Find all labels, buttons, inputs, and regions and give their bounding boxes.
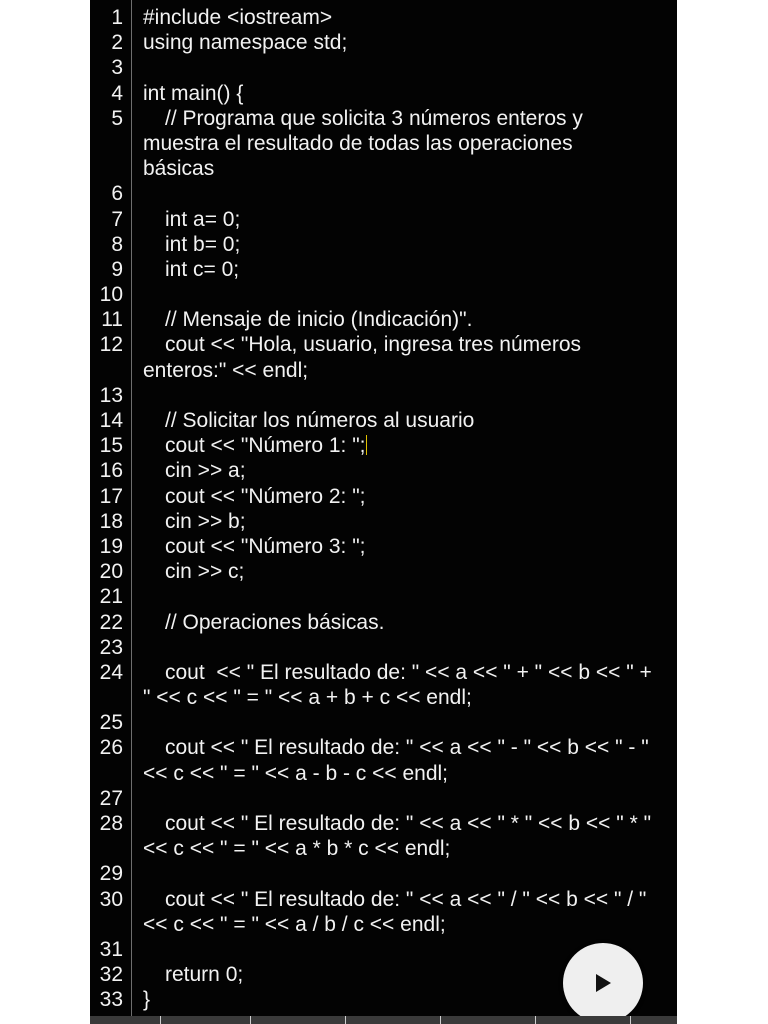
- code-line[interactable]: [90, 811, 677, 836]
- line-number: 9: [111, 257, 123, 281]
- ruler-tick: [440, 1016, 441, 1024]
- code-line[interactable]: [90, 433, 677, 458]
- code-line[interactable]: [90, 458, 677, 483]
- code-text[interactable]: cout << "Número 1: ";: [165, 434, 366, 458]
- code-line[interactable]: [90, 282, 677, 307]
- code-line[interactable]: [90, 584, 677, 609]
- line-number: 15: [99, 434, 123, 458]
- code-text[interactable]: enteros:" << endl;: [143, 358, 309, 382]
- code-text[interactable]: using namespace std;: [143, 31, 348, 55]
- line-number: 23: [99, 635, 123, 659]
- code-line[interactable]: [90, 786, 677, 811]
- code-text[interactable]: return 0;: [165, 963, 244, 987]
- code-text[interactable]: int a= 0;: [165, 207, 241, 231]
- code-text[interactable]: cout << " El resultado de: " << a << " + " << b << " +: [165, 660, 652, 684]
- code-text[interactable]: // Programa que solicita 3 números enteros y: [165, 106, 583, 130]
- code-text[interactable]: cout << " El resultado de: " << a << " / " << b << " / ": [165, 887, 647, 911]
- code-text[interactable]: cin >> a;: [165, 459, 246, 483]
- code-text[interactable]: cout << "Número 3: ";: [165, 534, 366, 558]
- code-line[interactable]: [90, 332, 677, 357]
- line-number: 21: [99, 585, 123, 609]
- line-number: 24: [99, 660, 123, 684]
- line-number: 19: [99, 534, 123, 558]
- code-text[interactable]: muestra el resultado de todas las operaciones: [143, 131, 573, 155]
- code-text[interactable]: int main() {: [143, 81, 244, 105]
- code-text[interactable]: int b= 0;: [165, 232, 241, 256]
- code-line[interactable]: [90, 710, 677, 735]
- code-text[interactable]: << c << " = " << a * b * c << endl;: [143, 837, 451, 861]
- code-line[interactable]: [90, 307, 677, 332]
- code-text[interactable]: // Solicitar los números al usuario: [165, 409, 475, 432]
- code-text[interactable]: cin >> b;: [165, 509, 246, 533]
- code-line[interactable]: [90, 5, 677, 30]
- code-text[interactable]: cout << " El resultado de: " << a << " * " << b << " * ": [165, 812, 652, 835]
- line-number: 30: [99, 887, 123, 911]
- code-text[interactable]: }: [143, 988, 151, 1012]
- line-number: 14: [99, 409, 123, 432]
- code-editor[interactable]: [90, 0, 677, 1024]
- code-line[interactable]: [90, 55, 677, 80]
- line-number: 11: [101, 308, 123, 332]
- code-line[interactable]: [90, 509, 677, 534]
- line-number: 13: [99, 383, 123, 407]
- ruler-tick: [160, 1016, 161, 1024]
- line-number: 5: [111, 106, 123, 130]
- line-number: 22: [99, 610, 123, 634]
- code-line[interactable]: [90, 181, 677, 206]
- code-line[interactable]: [90, 912, 677, 937]
- code-text[interactable]: cin >> c;: [165, 560, 245, 584]
- code-line[interactable]: [90, 358, 677, 383]
- line-number: 17: [99, 484, 123, 508]
- line-number: 28: [99, 812, 123, 835]
- code-text[interactable]: << c << " = " << a - b - c << endl;: [143, 761, 449, 785]
- line-number: 32: [99, 963, 123, 987]
- ruler-tick: [345, 1016, 346, 1024]
- ruler-tick: [250, 1016, 251, 1024]
- code-text[interactable]: int c= 0;: [165, 257, 240, 281]
- code-line[interactable]: [90, 106, 677, 131]
- line-number: 6: [111, 182, 123, 206]
- code-line[interactable]: [90, 534, 677, 559]
- text-cursor: [366, 435, 368, 455]
- line-number: 12: [99, 333, 123, 357]
- code-line[interactable]: [90, 257, 677, 282]
- code-line[interactable]: [90, 408, 677, 433]
- code-line[interactable]: [90, 610, 677, 635]
- line-number: 25: [99, 711, 123, 735]
- code-line[interactable]: [90, 861, 677, 886]
- code-lines[interactable]: [90, 5, 677, 1013]
- code-line[interactable]: [90, 232, 677, 257]
- code-text[interactable]: // Operaciones básicas.: [165, 610, 385, 634]
- line-number: 1: [111, 6, 123, 29]
- code-line[interactable]: [90, 81, 677, 106]
- line-number: 7: [111, 207, 123, 231]
- code-text[interactable]: cout << "Número 2: ";: [165, 484, 366, 508]
- code-line[interactable]: [90, 383, 677, 408]
- line-number: 2: [111, 31, 123, 55]
- code-line[interactable]: [90, 685, 677, 710]
- line-number: 33: [99, 988, 123, 1012]
- line-number: 27: [99, 786, 123, 810]
- code-text[interactable]: // Mensaje de inicio (Indicación)".: [165, 308, 473, 332]
- code-line[interactable]: [90, 484, 677, 509]
- code-text[interactable]: básicas: [143, 157, 215, 181]
- line-number: 3: [111, 56, 123, 80]
- code-line[interactable]: [90, 559, 677, 584]
- code-text[interactable]: << c << " = " << a / b / c << endl;: [143, 912, 446, 936]
- code-line[interactable]: [90, 207, 677, 232]
- code-text[interactable]: cout << " El resultado de: " << a << " - " << b << " - ": [165, 736, 649, 760]
- code-line[interactable]: [90, 131, 677, 156]
- run-button[interactable]: [563, 943, 643, 1023]
- code-line[interactable]: [90, 660, 677, 685]
- bottom-ruler: [90, 1016, 677, 1024]
- line-number: 29: [99, 862, 123, 886]
- line-number: 26: [99, 736, 123, 760]
- code-line[interactable]: [90, 30, 677, 55]
- line-number: 16: [99, 459, 123, 483]
- ruler-tick: [630, 1016, 631, 1024]
- code-line[interactable]: [90, 635, 677, 660]
- code-line[interactable]: [90, 735, 677, 760]
- code-line[interactable]: [90, 887, 677, 912]
- line-number: 8: [111, 232, 123, 256]
- play-icon: [596, 974, 611, 992]
- code-line[interactable]: [90, 156, 677, 181]
- line-number: 20: [99, 560, 123, 584]
- code-text[interactable]: #include <iostream>: [143, 6, 333, 29]
- line-number: 10: [99, 283, 123, 307]
- line-number: 18: [99, 509, 123, 533]
- line-number: 4: [111, 81, 123, 105]
- ruler-tick: [535, 1016, 536, 1024]
- code-text[interactable]: " << c << " = " << a + b + c << endl;: [143, 686, 472, 710]
- code-line[interactable]: [90, 761, 677, 786]
- code-line[interactable]: [90, 836, 677, 861]
- line-number: 31: [99, 937, 123, 961]
- code-text[interactable]: cout << "Hola, usuario, ingresa tres números: [165, 333, 582, 357]
